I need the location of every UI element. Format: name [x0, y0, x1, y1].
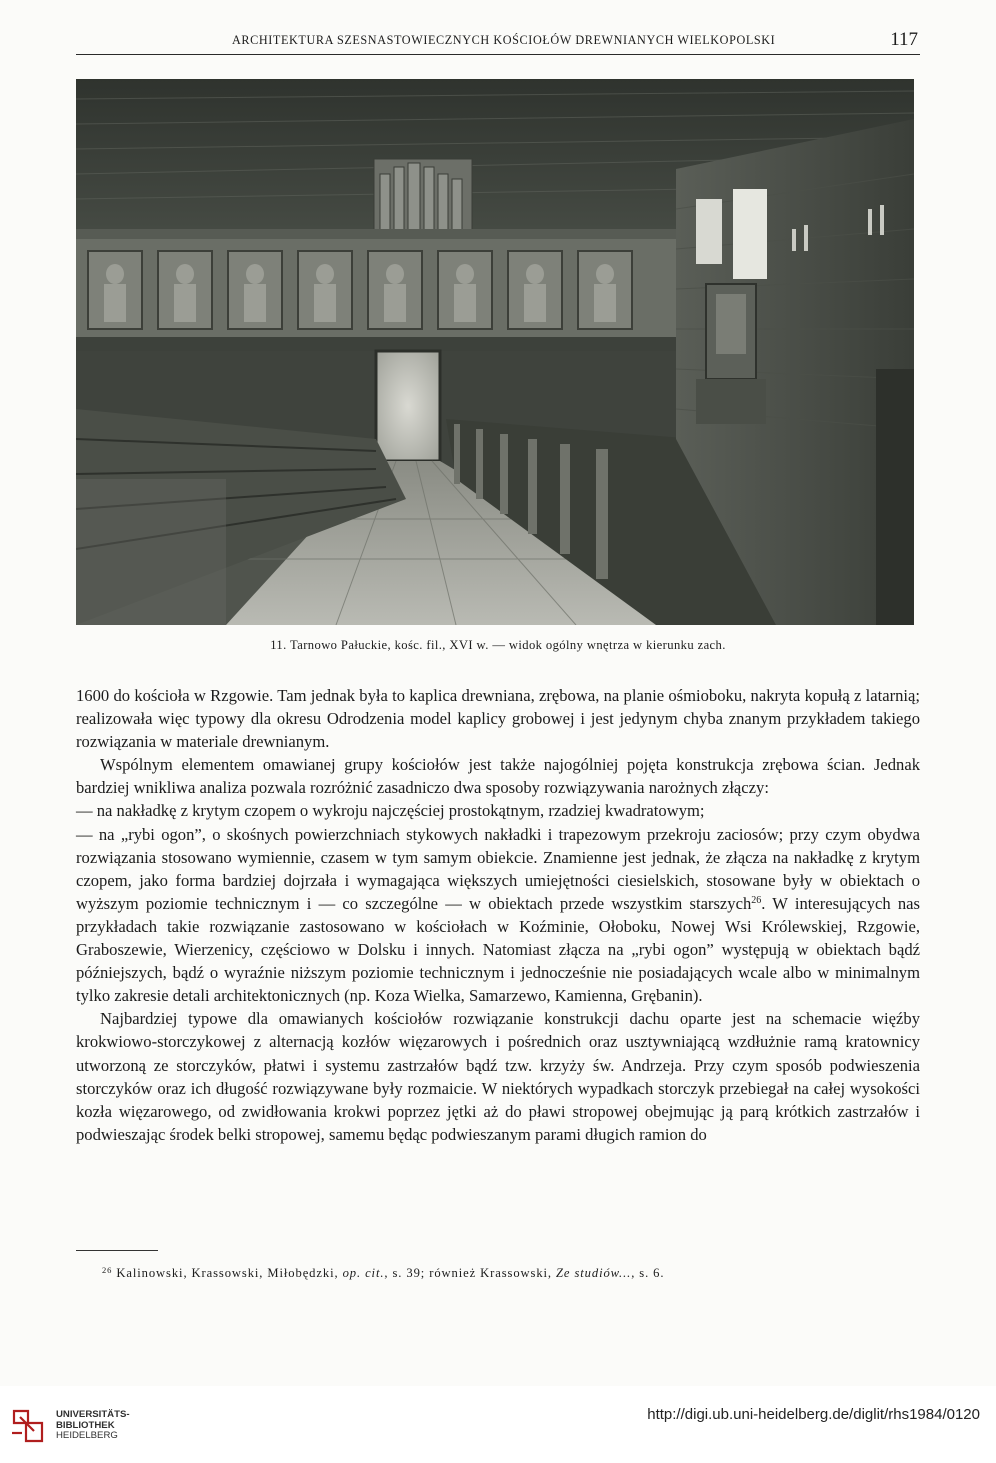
- paragraph: 1600 do kościoła w Rzgowie. Tam jednak była to kaplica drewniana, zrębowa, na planie ośmioboku, nakryta kopułą z latarnią; realizowała więc typowy dla okresu Odrodzenia model kaplicy grobowej i jest jedynym chyba znanym przykładem takiego rozwiązania w materiale drewnianym.: [76, 686, 920, 752]
- footnote-text: op. cit.: [342, 1266, 385, 1280]
- footnote-number: 26: [102, 1265, 113, 1275]
- footnote-text: , s. 6.: [631, 1266, 665, 1280]
- church-interior-photo: [76, 79, 914, 625]
- page-number: 117: [890, 29, 918, 50]
- digitization-footer: [0, 1386, 996, 1463]
- running-head: [76, 30, 920, 55]
- footnote-rule: [76, 1250, 158, 1251]
- library-name-line: BIBLIOTHEK: [56, 1419, 115, 1431]
- paragraph: Wspólnym elementem omawianej grupy kościołów jest także najogólniej pojęta konstrukcja zrębowa ścian. Jednak bardziej wnikliwa analiza pozwala rozróżnić zasadniczo dwa sposoby rozwiązywania narożnych złączy:: [76, 755, 920, 798]
- list-item-text: — na „rybi ogon”, o skośnych powierzchniach stykowych nakładki i trapezowym przekroju zaciosów; przy czym obydwa rozwiązania stosowano wymiennie, czasem w tym samym obiekcie. Znamienne jest jednak, że złącza na nakładkę z krytym czopem, jako forma bardziej dojrzała i wymagająca większych umiejętności ciesielskich, stosowane były w obiektach o wyższym poziomie technicznym i — co szczególne — w obiektach przede wszystkim starszych: [76, 824, 920, 913]
- list-item: — na nakładkę z krytym czopem o wykroju najczęściej prostokątnym, rzadziej kwadratowym;: [76, 801, 705, 821]
- library-name-line: HEIDELBERG: [56, 1430, 118, 1442]
- footnote: [102, 1265, 902, 1281]
- library-name-line: UNIVERSITÄTS-: [56, 1409, 130, 1420]
- running-head-title: ARCHITEKTURA SZESNASTOWIECZNYCH KOŚCIOŁÓW DREWNIANYCH WIELKOPOLSKI: [232, 33, 776, 47]
- list-item: [76, 823, 920, 1008]
- library-name: [56, 1410, 130, 1442]
- footnote-text: Kalinowski, Krassowski, Miłobędzki,: [116, 1266, 343, 1280]
- body-text: [76, 684, 920, 1146]
- source-url-link[interactable]: http://digi.ub.uni-heidelberg.de/diglit/rhs1984/0120: [647, 1406, 980, 1423]
- paragraph: Najbardziej typowe dla omawianych kościołów rozwiązanie konstrukcji dachu oparte jest na schemacie więźby krokwiowo-storczykowej z alternacją kozłów więzarowych i pośrednich oraz usztywniającą wzdłużnie ramą kratownicy utworzoną ze storczyków, płatwi i systemu zastrzałów bądź tzw. krzyży św. Andrzeja. Przy czym sposób podwieszenia storczyków oraz ich długość rozwiązywane były rozmaicie. W niektórych wypadkach storczyk przebiegał na całej wysokości kozła więzarowego, od zwidłowania krokwi poprzez jętki aż do pławi stropowej obejmując ją parą krótkich zastrzałów i podwieszając środek belki stropowej, samemu będąc podwieszanym parami długich ramion do: [76, 1009, 920, 1144]
- footnote-reference: 26: [751, 894, 762, 906]
- library-logo-icon: [10, 1403, 50, 1447]
- footnote-text: Ze studiów...: [556, 1266, 632, 1280]
- list-item-text: . W interesujących nas przykładach takie rozwiązanie zastosowano w kościołach w Koźminie, Ołoboku, Nowej Wsi Królewskiej, Rzgowie, Graboszewie, Wierzenicy, częściowo w Dolsku i innych. Natomiast złącza na „rybi ogon” występują w obiektach bądź późniejszych, bądź o wyraźnie niższym poziomie technicznym i jednocześnie nie posiadających wcale albo w minimalnym tylko zakresie detali architektonicznych (np. Koza Wielka, Samarzewo, Kamienna, Grębanin).: [76, 893, 920, 1006]
- figure-caption: 11. Tarnowo Pałuckie, kośc. fil., XVI w. — widok ogólny wnętrza w kierunku zach.: [270, 638, 726, 652]
- footnote-text: , s. 39; również Krassowski,: [384, 1266, 557, 1280]
